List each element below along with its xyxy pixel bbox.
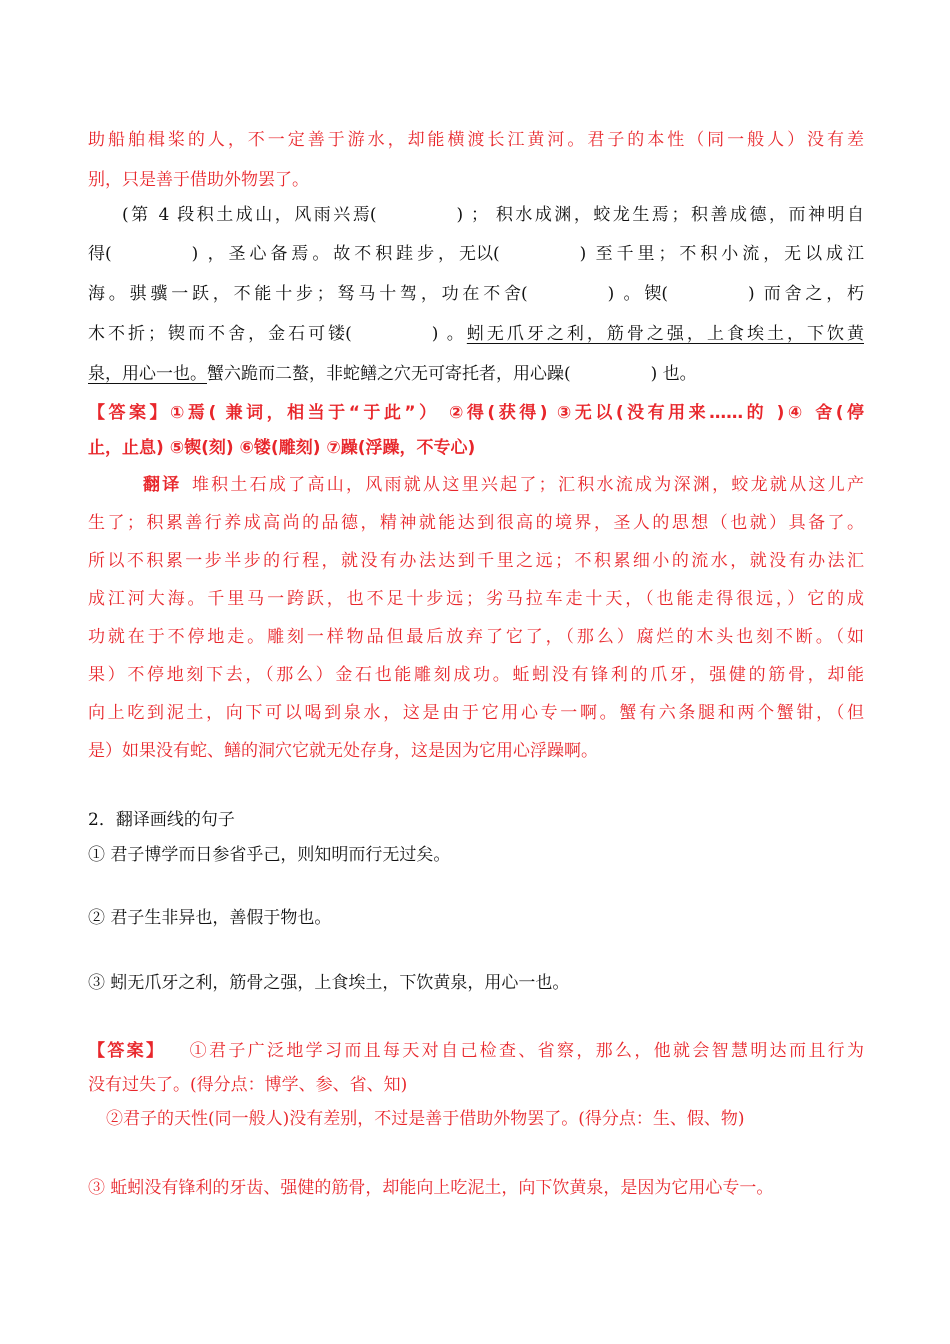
para4-line5 (88, 362, 864, 386)
paren-open: ( (661, 284, 668, 304)
paren-open: ( (493, 244, 500, 264)
q2-sentence-2: ② 君子生非异也，善假于物也。 (88, 908, 332, 928)
paren-open: ( (105, 244, 112, 264)
dotted-char: 得 (88, 244, 105, 264)
answer2-text: ①君子广泛地学习而且每天对自己检查、省察，那么，他就会智慧明达而且行为 (187, 1041, 864, 1061)
answer1-line2: 止，止息) ⑤锲(刻) ⑥镂(雕刻) ⑦躁(浮躁，不专心) (88, 438, 476, 458)
underlined-sentence: 泉，用心一也。 (88, 364, 207, 384)
answer2-line3: ②君子的天性(同一般人)没有差别，不过是善于借助外物罢了。(得分点：生、假、物) (106, 1109, 745, 1129)
dotted-char: 锲 (644, 284, 662, 304)
translation-line8: 是）如果没有蛇、鳝的洞穴它就无处存身，这是因为它用心浮躁啊。 (88, 741, 598, 761)
dotted-char: 舍 (504, 284, 522, 304)
para4-text: ) 。 (607, 284, 645, 304)
para1-line1: 助船舶楫桨的人，不一定善于游水，却能横渡长江黄河。君子的本性（同一般人）没有差 (88, 130, 864, 150)
q2-title: 2．翻译画线的句子 (88, 810, 235, 830)
paren-open: ( (521, 284, 528, 304)
translation-line4: 成江河大海。千里马一跨跃，也不足十步远；劣马拉车走十天，（也能走得很远，）它的成 (88, 589, 864, 609)
para4-line1 (122, 203, 864, 227)
translation-line7: 向上吃到泥土，向下可以喝到泉水，这是由于它用心专一啊。蟹有六条腿和两个蟹钳，（但 (88, 703, 864, 723)
para4-text: ) 也。 (650, 364, 697, 384)
para4-text: 海。骐骥一跃，不能十步；驽马十驾，功在不 (88, 284, 505, 304)
answer2-line2: 没有过失了。(得分点：博学、参、省、知) (88, 1075, 408, 1095)
para4-text: ) 而舍之，朽 (747, 284, 864, 304)
answer2-line4: ③ 蚯蚓没有锋利的牙齿、强健的筋骨，却能向上吃泥土，向下饮黄泉，是因为它用心专一。 (88, 1178, 774, 1198)
answer2-label: 【答案】 (88, 1041, 166, 1061)
underlined-sentence: 蚓无爪牙之利，筋骨之强，上食埃土，下饮黄 (466, 324, 864, 344)
para4-text: ) 至千里；不积小流，无以成江 (579, 244, 864, 264)
para1-line2: 别，只是善于借助外物罢了。 (88, 170, 309, 190)
translation-label: 翻译 (143, 475, 182, 495)
dotted-char: 躁 (547, 364, 564, 384)
translation-line5: 功就在于不停地走。雕刻一样物品但最后放弃了它了，（那么）腐烂的木头也刻不断。（如 (88, 627, 864, 647)
para4-line2 (88, 242, 864, 266)
para4-text: (第 4 段积土成山，风雨兴 (122, 205, 353, 225)
translation-text: 堆积土石成了高山，风雨就从这里兴起了；汇积水流成为深渊，蛟龙就从这儿产 (189, 475, 864, 495)
q2-sentence-1: ① 君子博学而日参省乎己，则知明而行无过矣。 (88, 845, 451, 865)
para4-text: 蟹六跪而二螯，非蛇鳝之穴无可寄托者，用心 (207, 364, 547, 384)
answer1-line1: 【答案】①焉( 兼词，相当于“于此”） ②得(获得) ③无以(没有用来……的 )④ 舍(停 (88, 403, 864, 423)
paren-open: ( (369, 205, 377, 225)
translation-line6: 果）不停地刻下去，（那么）金石也能雕刻成功。蚯蚓没有锋利的爪牙，强健的筋骨，却能 (88, 665, 864, 685)
dotted-char: 无以 (459, 244, 493, 264)
para4-text: ) ，圣心备焉。故不积跬步， (191, 244, 459, 264)
para4-text: ) ； 积水成渊，蛟龙生焉；积善成德，而神明自 (456, 205, 864, 225)
translation-line1 (143, 473, 864, 497)
para4-text: ) 。 (431, 324, 467, 344)
para4-text: 木不折；锲而不舍，金石可 (88, 324, 329, 344)
para4-line3 (88, 282, 864, 306)
translation-line2: 生了；积累善行养成高尚的品德，精神就能达到很高的境界，圣人的思想（也就）具备了。 (88, 513, 864, 533)
dotted-char: 焉 (352, 205, 370, 225)
translation-line3: 所以不积累一步半步的行程，就没有办法达到千里之远；不积累细小的流水，就没有办法汇 (88, 551, 864, 571)
paren-open: ( (564, 364, 571, 384)
answer2-line1 (88, 1039, 864, 1063)
q2-sentence-3: ③ 蚓无爪牙之利，筋骨之强，上食埃土，下饮黄泉，用心一也。 (88, 973, 570, 993)
paren-open: ( (345, 324, 352, 344)
dotted-char: 镂 (328, 324, 346, 344)
para4-line4 (88, 322, 864, 346)
